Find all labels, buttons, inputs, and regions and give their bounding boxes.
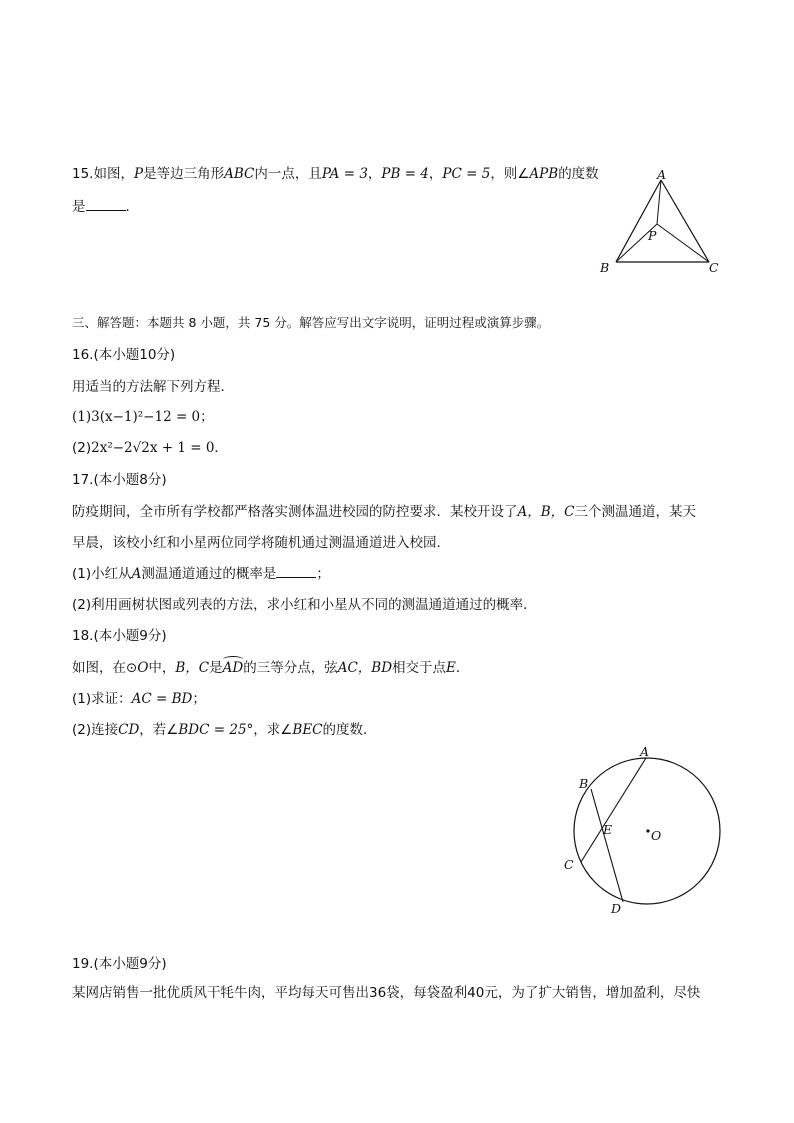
q17-line1 <box>72 503 696 521</box>
q17-part2: (2)利用画树状图或列表的方法，求小红和小星从不同的测温通道通过的概率． <box>72 597 537 613</box>
q17-text: 三个测温通道，某天 <box>574 504 696 520</box>
q15-text: 是 <box>72 199 86 215</box>
q19-line1: 某网店销售一批优质风干牦牛肉，平均每天可售出36袋，每袋盈利40元，为了扩大销售，增加盈利，尽快 <box>72 985 701 1001</box>
q18-arc-ad: AD <box>222 660 244 676</box>
q18-text: 的度数． <box>322 722 377 738</box>
q18-text: 是 <box>209 660 223 676</box>
q17-line2: 早晨，该校小红和小星两位同学将随机通过测温通道进入校园． <box>72 535 450 551</box>
q18-text: (1)求证： <box>72 691 132 707</box>
q15-math-p: P <box>133 166 144 182</box>
q18-part1 <box>72 690 206 708</box>
q16-part1 <box>72 408 214 426</box>
q18-line1 <box>72 659 469 677</box>
q17-header: 17.(本小题8分) <box>72 472 167 488</box>
q17-math-abc: A，B，C <box>517 504 575 520</box>
q17-text: 防疫期间，全市所有学校都严格落实测体温进校园的防控要求．某校开设了 <box>72 504 518 520</box>
label-e: E <box>603 822 613 837</box>
q15-text: 内一点，且 <box>254 166 322 182</box>
q18-text: 如图，在⊙ <box>72 660 138 676</box>
q18-text: 中， <box>148 660 176 676</box>
q16-part2 <box>72 439 228 457</box>
q18-text: ，求∠ <box>253 722 293 738</box>
q16-part2-label: (2) <box>72 440 92 456</box>
q18-header: 18.(本小题9分) <box>72 628 167 644</box>
q18-math-o: O <box>137 660 149 676</box>
answer-blank <box>86 198 126 211</box>
label-b: B <box>579 776 589 791</box>
q18-math-cd: CD <box>118 722 140 738</box>
q16-header: 16.(本小题10分) <box>72 347 176 363</box>
q16-eq1: (1)3(x−1)²−12 = 0； <box>72 409 214 425</box>
circle-figure <box>556 745 736 925</box>
label-d: D <box>611 901 622 916</box>
q17-text: (1)小红从 <box>72 566 132 582</box>
q15-math-abc: ABC <box>224 166 255 182</box>
q18-math-bc: B，C <box>175 660 210 676</box>
q15-text: ． <box>125 199 139 215</box>
label-c: C <box>564 857 574 872</box>
q19-header: 19.(本小题9分) <box>72 956 167 972</box>
q15-line1: 15.如图，P是等边三角形ABC内一点，且PA = 3，PB = 4，PC = 5，则∠APB的度数 <box>72 166 599 182</box>
label-a: A <box>640 744 650 759</box>
q15-number: 15. <box>72 166 94 182</box>
q18-math-eq: AC = BD <box>131 691 193 707</box>
q18-text: ，若∠ <box>139 722 179 738</box>
q18-math-bec: BEC <box>292 722 323 738</box>
label-o: O <box>651 828 662 843</box>
q15-math-pa: PA = 3 <box>321 166 368 182</box>
q15-text: 的度数 <box>558 166 599 182</box>
label-c: C <box>709 260 719 275</box>
q15-text: 是等边三角形 <box>143 166 225 182</box>
q15-text: 如图， <box>93 166 134 182</box>
q18-text: (2)连接 <box>72 722 119 738</box>
triangle-figure <box>596 168 726 278</box>
q16-eq2: 2x²−2√2x + 1 = 0． <box>91 440 228 456</box>
q15-math-apb: APB <box>529 166 559 182</box>
q17-part1 <box>72 565 330 583</box>
q18-math-e: E <box>446 660 456 676</box>
q18-text: ． <box>455 660 470 676</box>
q16-prompt: 用适当的方法解下列方程． <box>72 379 234 395</box>
label-p: P <box>648 228 657 243</box>
q15-math-pc: PC = 5 <box>442 166 491 182</box>
section-heading: 三、解答题：本题共 8 小题，共 75 分。解答应写出文字说明，证明过程或演算步骤。 <box>72 315 550 330</box>
q17-math-a: A <box>131 566 142 582</box>
q15-text: ，则∠ <box>490 166 530 182</box>
q18-text: 相交于点 <box>392 660 447 676</box>
q18-math-bdc: BDC = 25° <box>178 722 254 738</box>
q18-math-chords: AC，BD <box>337 660 393 676</box>
q18-text: ； <box>192 691 206 707</box>
q17-text: ； <box>316 566 330 582</box>
answer-blank <box>276 565 316 578</box>
q15-math-pb: PB = 4 <box>381 166 429 182</box>
q15-line2 <box>72 198 139 216</box>
q18-part2 <box>72 721 377 739</box>
label-b: B <box>600 260 610 275</box>
label-a: A <box>657 167 667 182</box>
q18-text: 的三等分点，弦 <box>243 660 338 676</box>
q17-text: 测温通道通过的概率是 <box>141 566 277 582</box>
